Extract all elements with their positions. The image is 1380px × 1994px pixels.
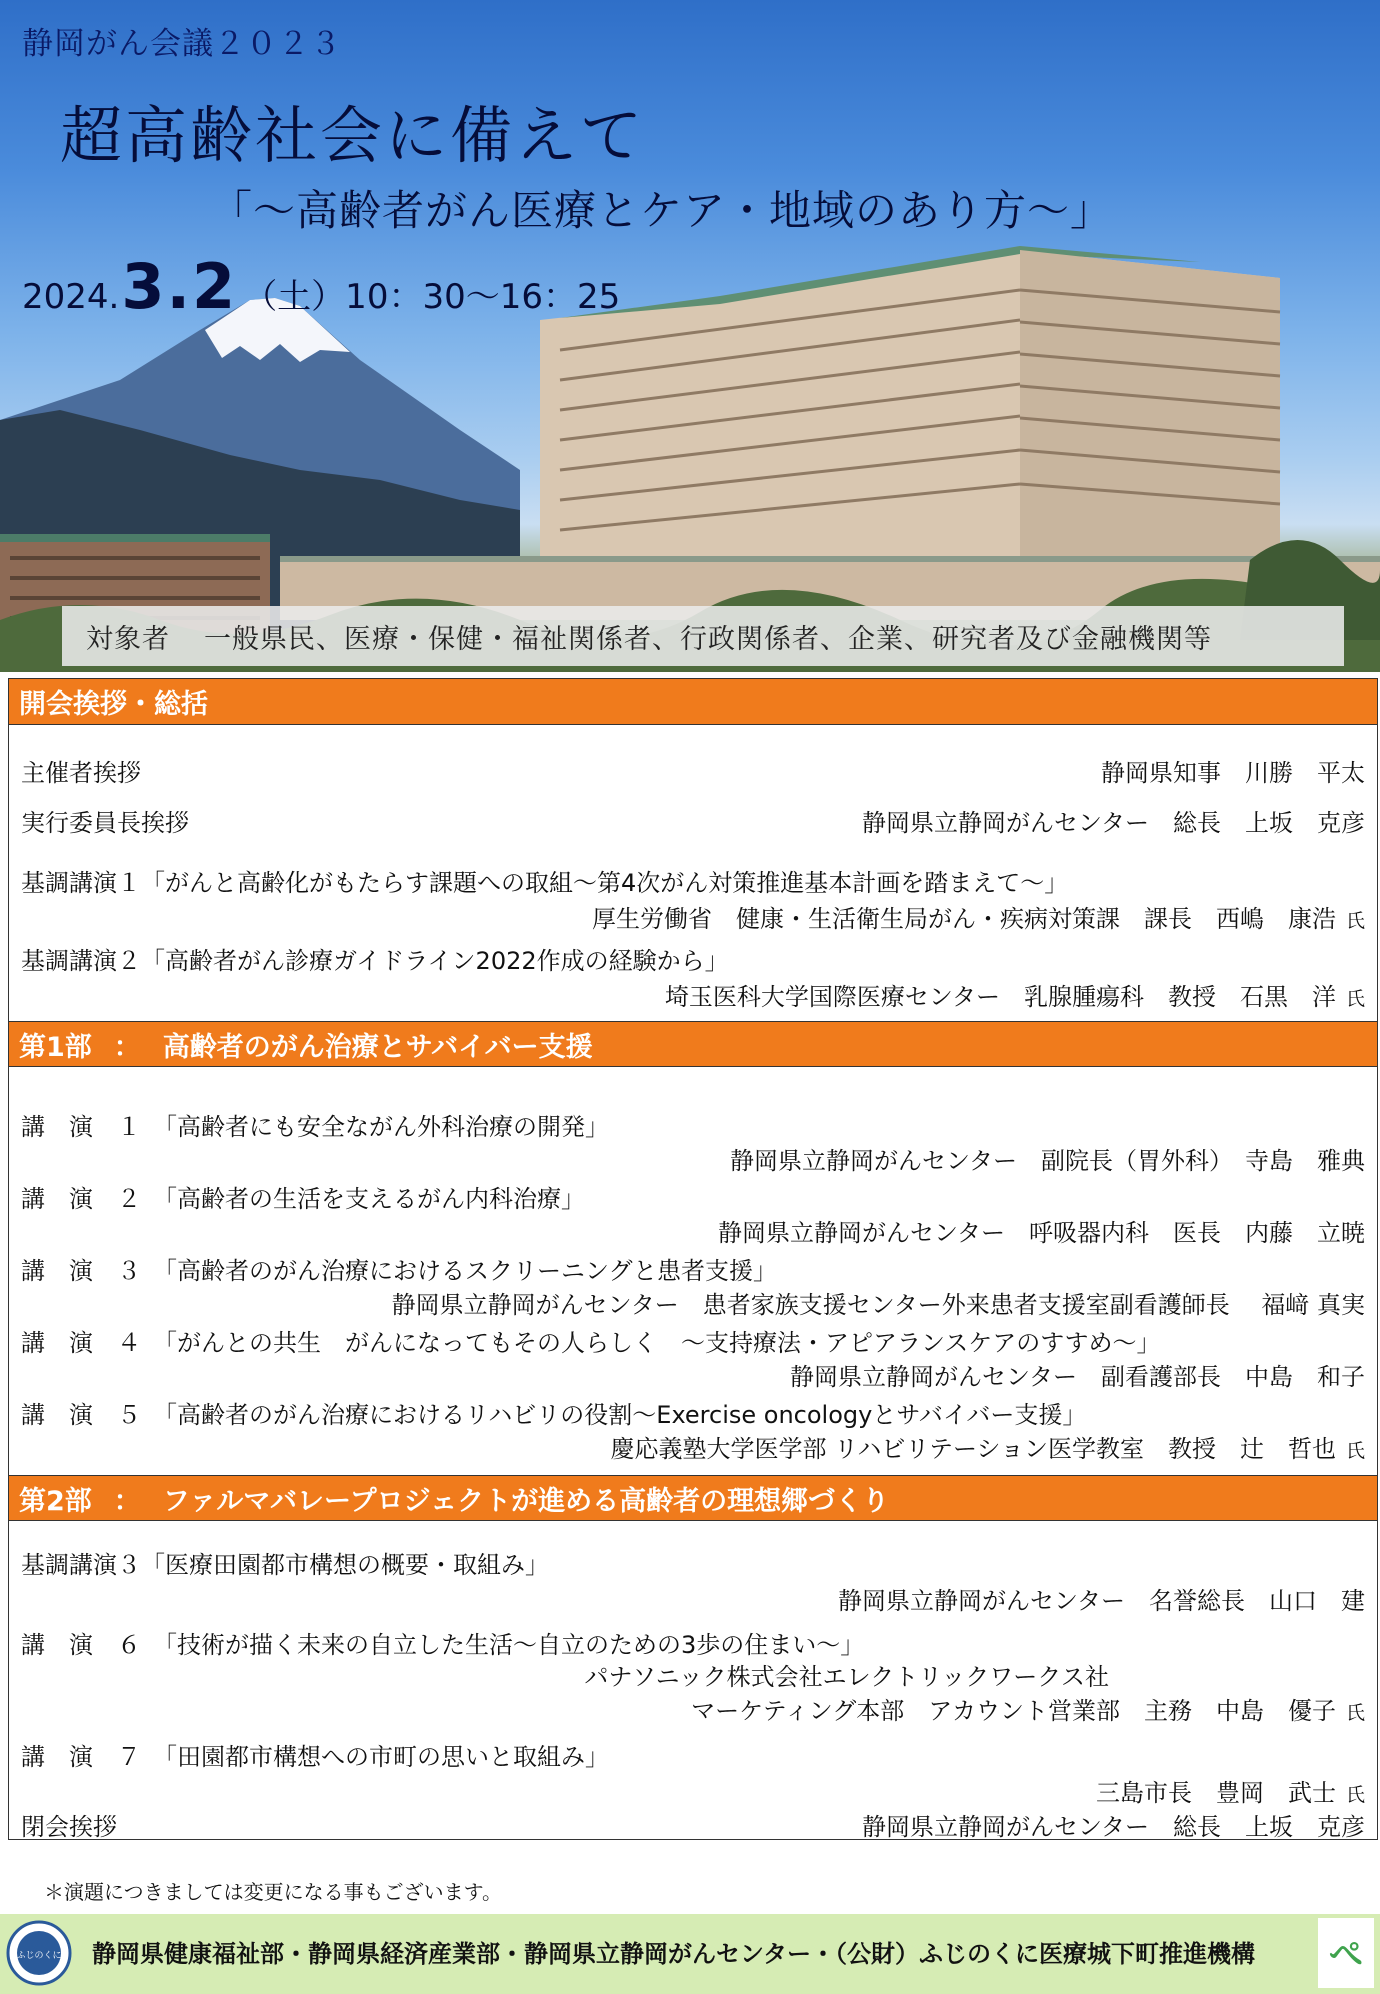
section-header-part1: 第1部 ： 高齢者のがん治療とサバイバー支援 (9, 1021, 1377, 1067)
section-title: ファルマバレープロジェクトが進める高齢者の理想郷づくり (162, 1485, 890, 1517)
date-day: 3.2 (121, 250, 238, 323)
talk-4-speaker: 静岡県立静岡がんセンター 副看護部長 中島 和子 (789, 1363, 1365, 1391)
event-date (22, 250, 620, 323)
change-note: ＊演題につきましては変更になる事もございます。 (44, 1880, 502, 1904)
chair-greeting-speaker: 静岡県立静岡がんセンター 総長 上坂 克彦 (861, 809, 1365, 837)
keynote-2-speaker: 埼玉医科大学国際医療センター 乳腺腫瘍科 教授 石黒 洋 氏 (664, 983, 1365, 1011)
date-year: 2024. (22, 277, 120, 317)
audience-label: 対象者 (86, 623, 170, 655)
host-greeting-speaker: 静岡県知事 川勝 平太 (1101, 759, 1365, 787)
talk-7-title: 講 演 ７ 「田園都市構想への市町の思いと取組み」 (21, 1743, 609, 1771)
svg-text:ぺ: ぺ (1329, 1935, 1363, 1975)
host-greeting-label: 主催者挨拶 (21, 759, 141, 787)
section-header-opening (9, 679, 1377, 725)
section-title: 開会挨拶・総括 (19, 689, 208, 720)
talk-3-speaker: 静岡県立静岡がんセンター 患者家族支援センター外来患者支援室副看護師長 福﨑 真実 (391, 1291, 1365, 1319)
talk-2-speaker: 静岡県立静岡がんセンター 呼吸器内科 医長 内藤 立暁 (717, 1219, 1365, 1247)
hero-banner (0, 0, 1380, 672)
audience-text: 一般県民、医療・保健・福祉関係者、行政関係者、企業、研究者及び金融機関等 (204, 623, 1212, 655)
event-label: 静岡がん会議２０２３ (22, 26, 342, 62)
talk-2-title: 講 演 ２ 「高齢者の生活を支えるがん内科治療」 (21, 1185, 585, 1213)
talk-5-speaker: 慶応義塾大学医学部 リハビリテーション医学教室 教授 辻 哲也 氏 (610, 1435, 1365, 1463)
talk-6-company: パナソニック株式会社エレクトリックワークス社 (584, 1663, 1109, 1691)
keynote-3-speaker: 静岡県立静岡がんセンター 名誉総長 山口 建 (837, 1587, 1365, 1615)
talk-1-title: 講 演 １ 「高齢者にも安全ながん外科治療の開発」 (21, 1113, 609, 1141)
talk-5-title: 講 演 ５ 「高齢者のがん治療におけるリハビリの役割～Exercise oncologyとサバイバー支援」 (21, 1401, 1087, 1429)
chair-greeting-label: 実行委員長挨拶 (21, 809, 189, 837)
organizers-text: 静岡県健康福祉部・静岡県経済産業部・静岡県立静岡がんセンター・（公財）ふじのくに医療城下町推進機構 (92, 1940, 1256, 1968)
talk-1-speaker: 静岡県立静岡がんセンター 副院長（胃外科） 寺島 雅典 (729, 1147, 1365, 1175)
section-header-part2: 第2部 ： ファルマバレープロジェクトが進める高齢者の理想郷づくり (9, 1475, 1377, 1521)
program-table (8, 678, 1378, 1840)
talk-4-title: 講 演 ４ 「がんとの共生 がんになってもその人らしく ～支持療法・アピアランスケアのすすめ～」 (21, 1329, 1161, 1357)
closing-greeting-speaker: 静岡県立静岡がんセンター 総長 上坂 克彦 (861, 1813, 1365, 1841)
talk-3-title: 講 演 ３ 「高齢者のがん治療におけるスクリーニングと患者支援」 (21, 1257, 777, 1285)
fujinokuni-logo-icon (6, 1920, 72, 1986)
section-title: 高齢者のがん治療とサバイバー支援 (162, 1031, 593, 1063)
keynote-1-title: 基調講演１「がんと高齢化がもたらす課題への取組～第4次がん対策推進基本計画を踏まえて～」 (21, 869, 1069, 897)
keynote-2-title: 基調講演２「高齢者がん診療ガイドライン2022作成の経験から」 (21, 947, 729, 975)
talk-6-speaker: マーケティング本部 アカウント営業部 主務 中島 優子 氏 (691, 1697, 1365, 1725)
closing-greeting-label: 閉会挨拶 (21, 1813, 117, 1841)
date-time: （土）10：30～16：25 (243, 277, 621, 317)
section-number: 第2部 (19, 1485, 92, 1517)
keynote-3-title: 基調講演３「医療田園都市構想の概要・取組み」 (21, 1551, 549, 1579)
event-subtitle: 「～高齢者がん医療とケア・地域のあり方～」 (210, 186, 1114, 235)
audience-banner (62, 606, 1344, 666)
section-number: 第1部 (19, 1031, 92, 1063)
keynote-1-speaker: 厚生労働省 健康・生活衛生局がん・疾病対策課 課長 西嶋 康浩 氏 (591, 905, 1365, 933)
event-title: 超高齢社会に備えて (60, 99, 646, 172)
talk-7-speaker: 三島市長 豊岡 武士 氏 (1095, 1779, 1365, 1807)
pharma-valley-logo-icon (1318, 1918, 1374, 1988)
talk-6-title: 講 演 ６ 「技術が描く未来の自立した生活～自立のための3歩の住まい～」 (21, 1631, 865, 1659)
svg-text:ふじのくに: ふじのくに (16, 1951, 62, 1961)
